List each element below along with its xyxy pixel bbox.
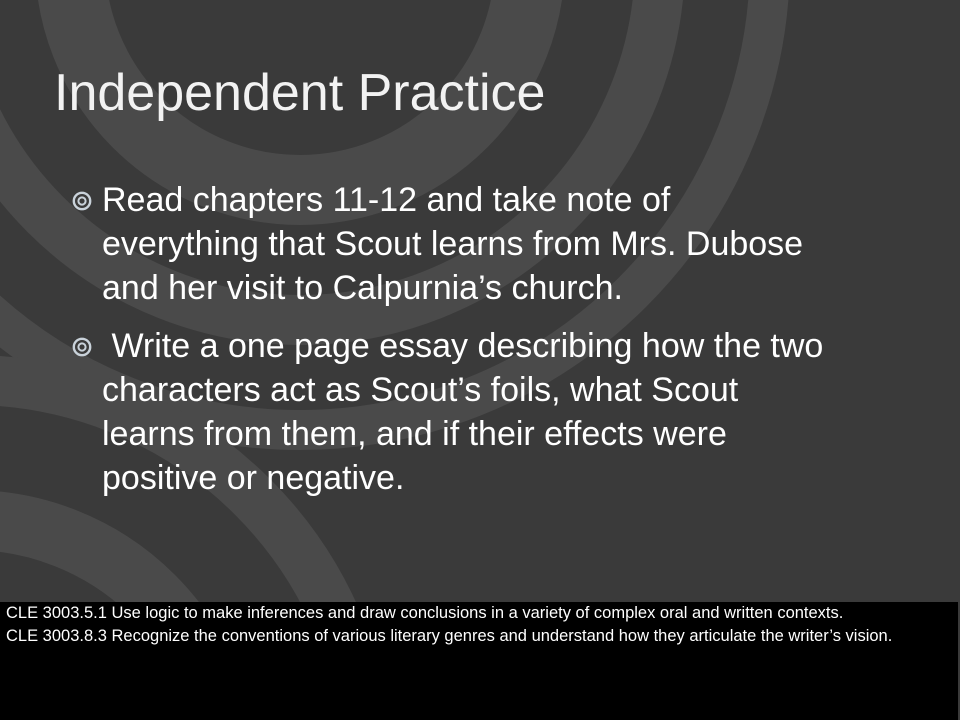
bullet-item-read-chapters: [72, 178, 832, 310]
standard-cle-3003-8-3: CLE 3003.8.3 Recognize the conventions of various literary genres and understand how they articulate the writer’s vision.: [6, 626, 893, 645]
target-ring-icon: [72, 337, 92, 357]
bullet-item-write-essay: [72, 324, 832, 500]
target-ring-icon: [72, 191, 92, 211]
standards-box: [0, 602, 958, 720]
bullet-text: Read chapters 11-12 and take note of everything that Scout learns from Mrs. Dubose and her visit to Calpurnia’s church.: [102, 181, 804, 307]
standard-cle-3003-5-1: CLE 3003.5.1 Use logic to make inferences and draw conclusions in a variety of complex oral and written contexts.: [6, 604, 844, 622]
slide-title: Independent Practice: [54, 64, 546, 122]
bullet-list: [72, 178, 832, 500]
bullet-text: Write a one page essay describing how the two characters act as Scout’s foils, what Scout learns from them, and if their effects were positive or negative.: [102, 327, 833, 497]
standards-text: [6, 602, 946, 647]
